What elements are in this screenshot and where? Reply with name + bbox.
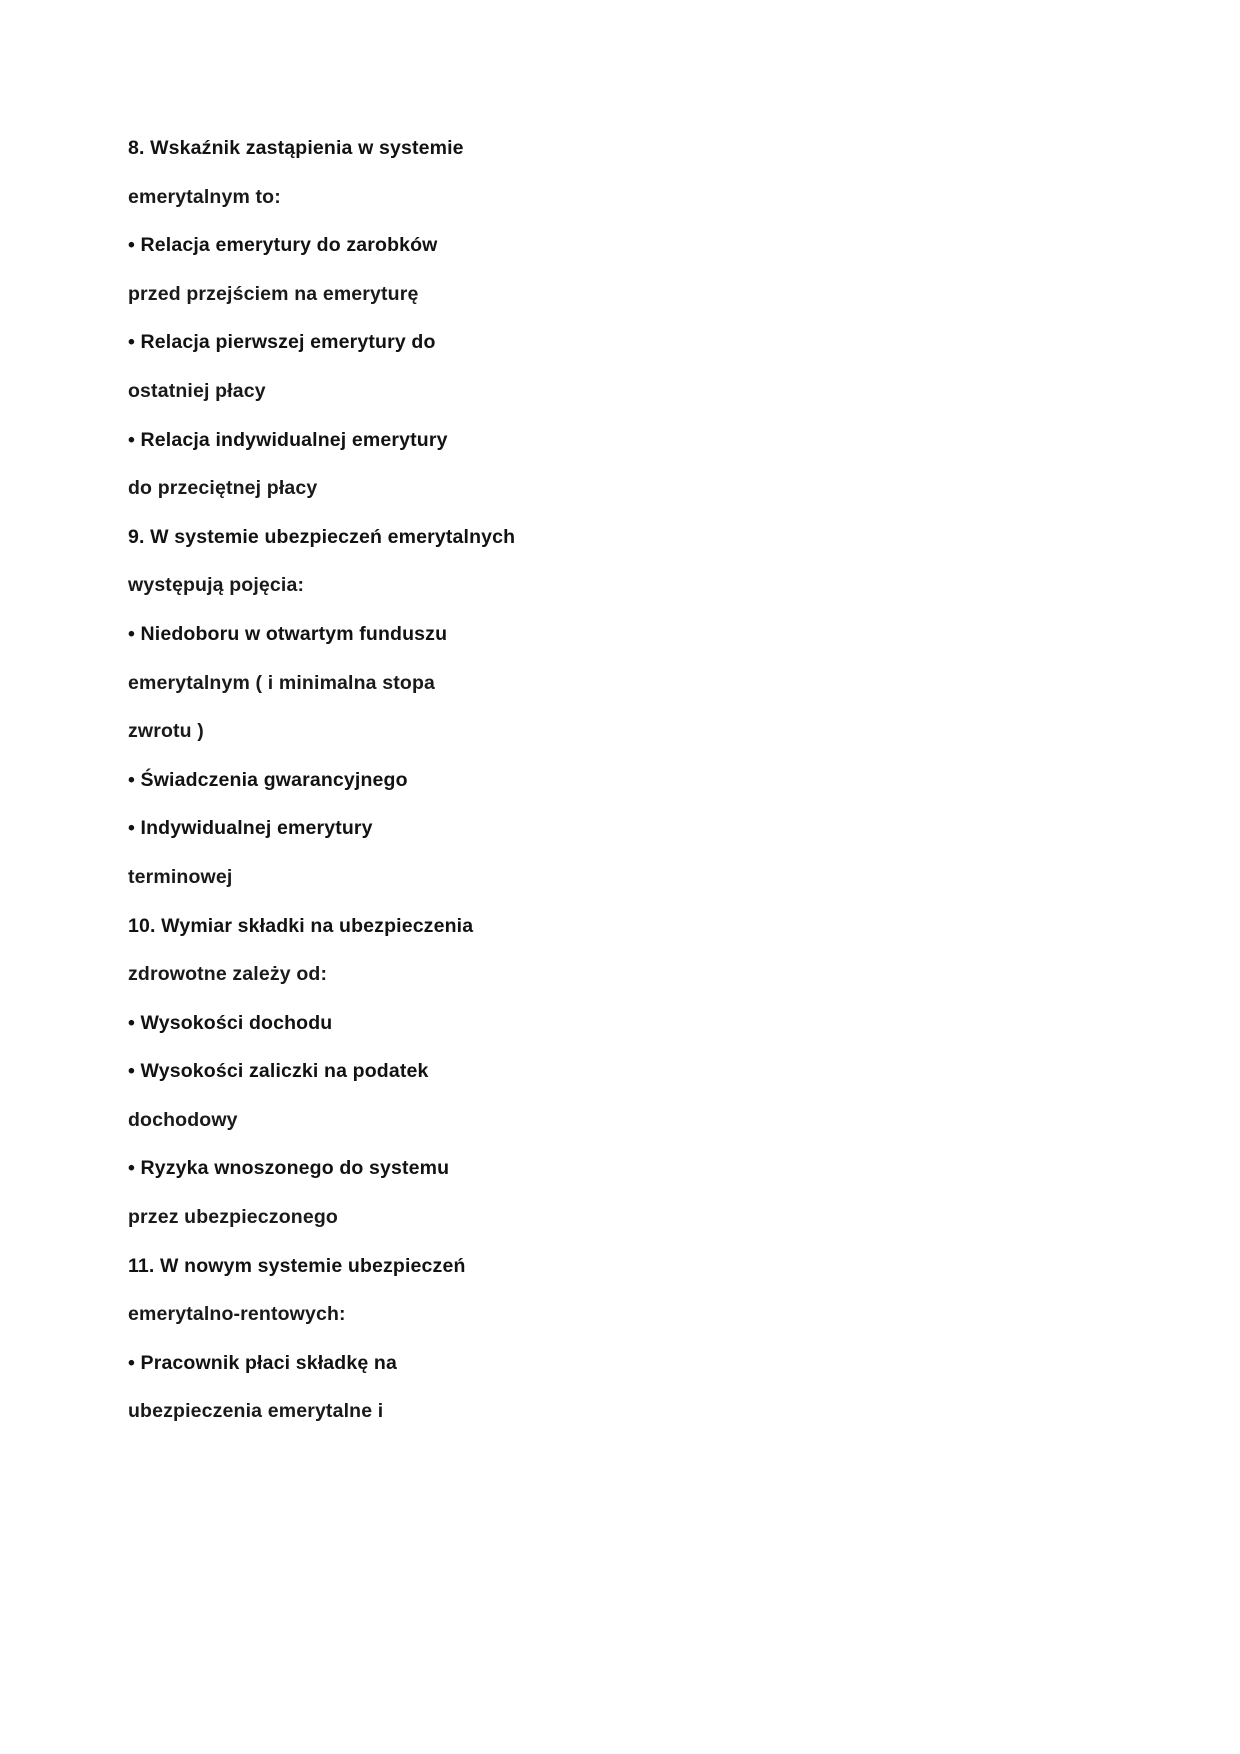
question-line: 10. Wymiar składki na ubezpieczenia bbox=[128, 914, 474, 937]
question-line: 8. Wskaźnik zastąpienia w systemie bbox=[128, 137, 464, 159]
text-line: dochodowy bbox=[128, 1108, 238, 1131]
bullet-line: • Relacja pierwszej emerytury do bbox=[128, 331, 436, 354]
bullet-line: • Świadczenia gwarancyjnego bbox=[128, 768, 408, 791]
bullet-line: • Wysokości dochodu bbox=[128, 1011, 333, 1034]
text-line: ubezpieczenia emerytalne i bbox=[128, 1400, 384, 1423]
text-line: emerytalnym ( i minimalna stopa bbox=[128, 671, 435, 694]
text-line: występują pojęcia: bbox=[128, 574, 305, 597]
bullet-line: • Relacja indywidualnej emerytury bbox=[128, 428, 448, 451]
text-line: terminowej bbox=[128, 865, 233, 888]
text-line: ostatniej płacy bbox=[128, 379, 266, 402]
document-text-body bbox=[128, 124, 1108, 1436]
bullet-line: • Pracownik płaci składkę na bbox=[128, 1351, 397, 1374]
question-line: 11. W nowym systemie ubezpieczeń bbox=[128, 1254, 466, 1277]
bullet-line: • Ryzyka wnoszonego do systemu bbox=[128, 1157, 450, 1180]
text-line: do przeciętnej płacy bbox=[128, 477, 318, 500]
text-line: zdrowotne zależy od: bbox=[128, 963, 328, 986]
text-line: przed przejściem na emeryturę bbox=[128, 282, 419, 305]
bullet-line: • Relacja emerytury do zarobków bbox=[128, 234, 438, 257]
bullet-line: • Indywidualnej emerytury bbox=[128, 817, 373, 840]
text-line: przez ubezpieczonego bbox=[128, 1206, 338, 1229]
question-line: 9. W systemie ubezpieczeń emerytalnych bbox=[128, 525, 516, 548]
bullet-line: • Niedoboru w otwartym funduszu bbox=[128, 622, 448, 645]
text-line: emerytalno-rentowych: bbox=[128, 1303, 346, 1326]
bullet-line: • Wysokości zaliczki na podatek bbox=[128, 1060, 429, 1083]
text-line: zwrotu ) bbox=[128, 720, 204, 743]
text-line: emerytalnym to: bbox=[128, 185, 281, 208]
